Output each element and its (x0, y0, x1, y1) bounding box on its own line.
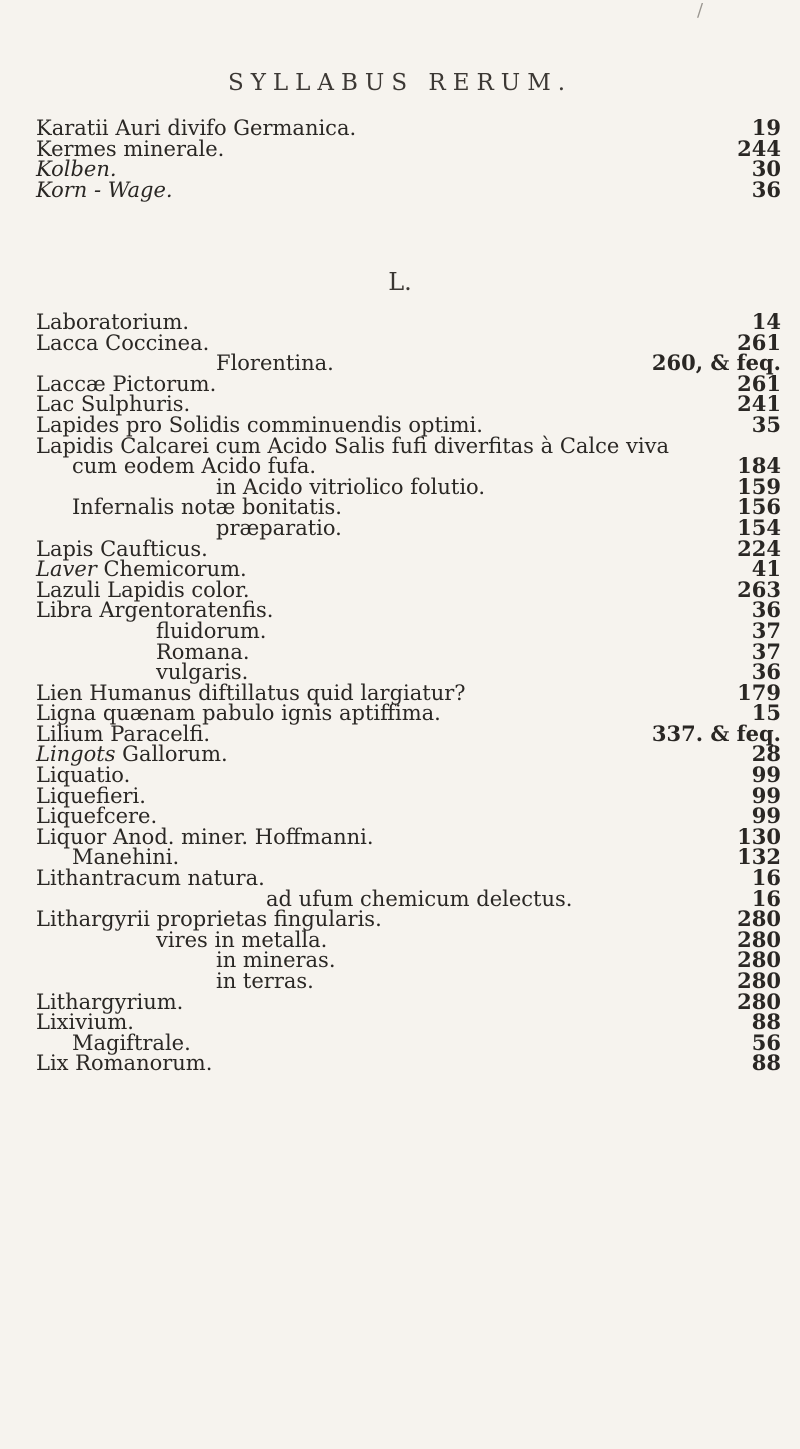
index-entry (36, 135, 781, 161)
entry-label: Laccæ Pictorum. (36, 371, 217, 396)
entry-page: 15 (751, 700, 781, 726)
page-header: SYLLABUS RERUM. (227, 70, 573, 96)
entry-label: cum eodem Acido fufa. (72, 454, 317, 479)
entry-label: Lapis Caufticus. (36, 536, 208, 561)
section-letter: L. (388, 268, 412, 296)
entry-page: 130 (737, 823, 781, 849)
entry-page: 241 (737, 391, 781, 417)
index-entry (36, 762, 781, 788)
index-entry (36, 659, 781, 685)
entry-label: Libra Argentoratenfis. (36, 598, 274, 623)
index-entry (36, 309, 781, 334)
index-entry (36, 947, 781, 973)
index-entry (36, 885, 781, 911)
index-entry (36, 411, 781, 437)
entry-page: 159 (737, 473, 781, 499)
index-entry (36, 741, 781, 767)
index-entry (36, 1029, 781, 1055)
entry-page: 37 (751, 617, 781, 643)
entry-label: in terras. (216, 969, 314, 993)
index-entry (36, 535, 781, 561)
entry-page: 88 (751, 1050, 781, 1076)
entry-page: 35 (751, 411, 781, 437)
index-entry (36, 176, 781, 202)
index-entry (36, 865, 781, 891)
entry-label: Romana. (156, 639, 250, 664)
entry-label: Kermes minerale. (36, 136, 225, 161)
entry-label: vulgaris. (156, 660, 249, 685)
entry-label: Lazuli Lapidis color. (36, 577, 250, 602)
index-entry (36, 391, 781, 417)
index-entry (36, 968, 781, 993)
index-entry (36, 370, 781, 396)
index-entry (36, 576, 781, 602)
index-entry (36, 1009, 781, 1035)
entry-page: 132 (737, 844, 781, 870)
index-entry (36, 156, 781, 182)
index-entry (36, 638, 781, 664)
index-entry (36, 844, 781, 870)
entry-page: 19 (751, 115, 781, 140)
entry-label: Lilium Paracelfi. (36, 721, 211, 746)
entry-label: præparatio. (216, 515, 342, 540)
index-entry (36, 782, 781, 808)
index-entry (36, 617, 781, 643)
index-entry (36, 906, 781, 932)
entry-label: Magiftrale. (72, 1030, 191, 1055)
entry-label: Lix Romanorum. (36, 1051, 213, 1076)
index-entry (36, 988, 781, 1014)
entry-label: in Acido vitriolico folutio. (216, 474, 486, 499)
entry-label: Laboratorium. (36, 310, 190, 334)
entry-page: 99 (751, 803, 781, 829)
entry-label: Lithantracum natura. (36, 866, 265, 891)
entry-label: vires in metalla. (156, 927, 328, 952)
top-entry-list (36, 115, 781, 202)
entry-page: 56 (751, 1029, 781, 1055)
entry-list (36, 309, 781, 1076)
entry-page: 99 (751, 762, 781, 788)
entry-page: 263 (737, 576, 781, 602)
index-entry (36, 514, 781, 540)
entry-label: Korn - Wage. (36, 177, 173, 202)
entry-label: Lithargyrium. (36, 989, 184, 1014)
entry-label: Lacca Coccinea. (36, 330, 210, 355)
index-entry (36, 926, 781, 952)
entry-label: Kolben. (36, 157, 117, 182)
index-entry (36, 350, 781, 376)
entry-page: 224 (737, 535, 781, 561)
entry-label: Lapides pro Solidis comminuendis optimi. (36, 412, 483, 437)
index-entry (36, 433, 781, 458)
entry-label: Lixivium. (36, 1010, 134, 1035)
entry-page: 179 (737, 679, 781, 705)
entry-label: in mineras. (216, 948, 336, 973)
entry-page: 36 (751, 176, 781, 202)
entry-page: 280 (737, 988, 781, 1014)
index-entry (36, 1050, 781, 1076)
entry-page: 280 (737, 968, 781, 993)
index-entry (36, 823, 781, 849)
entry-label: Manehini. (72, 845, 180, 870)
entry-label: Lapidis Calcarei cum Acido Salis fufi diverfitas à Calce viva (36, 433, 669, 458)
entry-label-italic: Laver (36, 557, 97, 582)
entry-page: 14 (751, 309, 781, 334)
entry-page: 37 (751, 638, 781, 664)
entry-page: 16 (751, 865, 781, 891)
entry-page: 244 (737, 135, 781, 161)
entry-label: Liquefcere. (36, 804, 158, 829)
entry-label: fluidorum. (156, 618, 267, 643)
entry-page: 36 (751, 597, 781, 623)
entry-page: 28 (751, 741, 781, 767)
entry-page: 280 (737, 947, 781, 973)
entry-page: 36 (751, 659, 781, 685)
index-entry (36, 597, 781, 623)
index-entry (36, 494, 781, 520)
entry-page: 260, & feq. (651, 350, 781, 376)
entry-page: 261 (737, 370, 781, 396)
index-entry (36, 720, 781, 746)
entry-page: 280 (737, 926, 781, 952)
entry-page: 184 (737, 453, 781, 479)
index-entry (36, 679, 781, 705)
entry-label: ad ufum chemicum delectus. (266, 886, 573, 911)
index-entry (36, 473, 781, 499)
entry-label: Karatii Auri divifo Germanica. (36, 116, 357, 140)
entry-page: 261 (737, 329, 781, 355)
entry-page: 88 (751, 1009, 781, 1035)
entry-page: 41 (751, 556, 781, 582)
entry-label-italic: Lingots (36, 742, 116, 767)
entry-label: Lien Humanus diftillatus quid largiatur? (36, 680, 466, 705)
index-entry (36, 115, 781, 140)
index-entry (36, 556, 781, 582)
entry-label: Lac Sulphuris. (36, 392, 191, 417)
entry-label: Florentina. (216, 351, 334, 376)
entry-page: 99 (751, 782, 781, 808)
entry-label: Liquefieri. (36, 783, 146, 808)
index-entry (36, 803, 781, 829)
entry-page: 156 (737, 494, 781, 520)
entry-label: Liquatio. (36, 763, 131, 788)
entry-page: 154 (737, 514, 781, 540)
index-entry (36, 453, 781, 479)
entry-label: Lingots Gallorum. (36, 742, 228, 767)
entry-label: Liquor Anod. miner. Hoffmanni. (36, 824, 374, 849)
entry-label: Infernalis notæ bonitatis. (72, 495, 342, 520)
entry-label: Lithargyrii proprietas fingularis. (36, 907, 382, 932)
entry-label: Laver Chemicorum. (36, 557, 247, 582)
entry-page: 16 (751, 885, 781, 911)
entry-page: 337. & feq. (651, 720, 781, 746)
entry-page: 30 (751, 156, 781, 182)
entry-label: Ligna quænam pabulo ignis aptiffima. (36, 701, 441, 726)
entry-page: 280 (737, 906, 781, 932)
pencil-mark: / (697, 0, 704, 21)
